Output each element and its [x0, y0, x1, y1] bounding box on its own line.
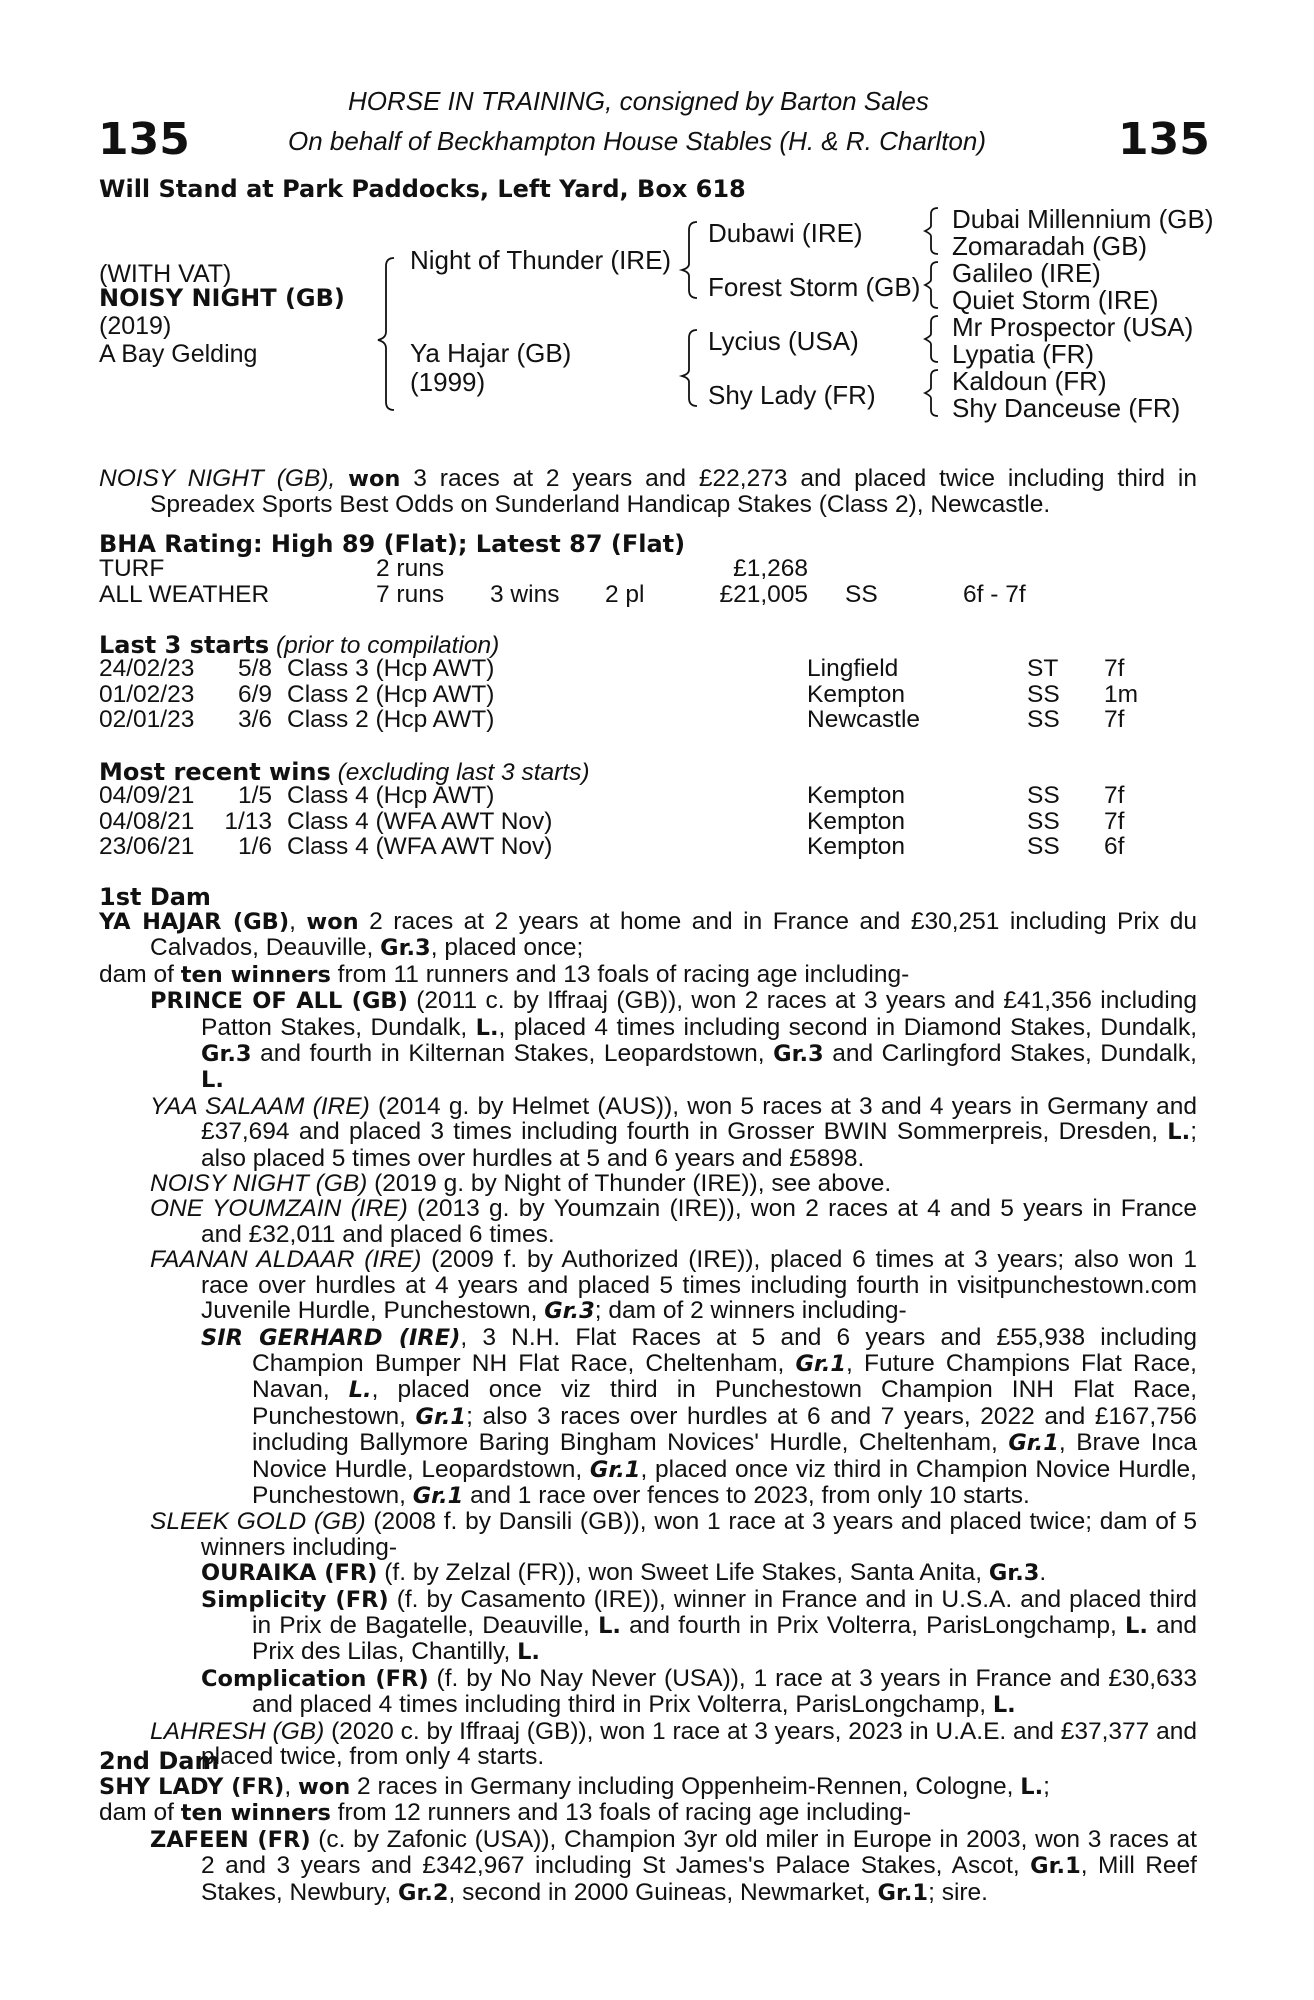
text-run: , — [284, 1773, 298, 1800]
race-date: 24/02/23 — [99, 655, 195, 682]
italic-text: FAANAN ALDAAR (IRE) — [150, 1246, 422, 1274]
text-run: , Brave Inca Novice Hurdle, Leopardstown, — [252, 1429, 1197, 1483]
text-run: . — [1039, 1559, 1047, 1587]
summary-text-1: 3 races at 2 years and £22,273 and placed twice including third in — [400, 465, 1197, 492]
text-run: from 11 runners and 13 foals of racing age including- — [330, 960, 910, 988]
race-going: SS — [1027, 782, 1060, 809]
text-run: ; also placed 5 times over hurdles at 5 and 6 years and £5898. — [201, 1118, 1197, 1172]
text-run: ; sire. — [928, 1878, 988, 1906]
race-race: Class 4 (Hcp AWT) — [287, 782, 495, 809]
race-pos: 5/8 — [237, 655, 272, 682]
race-course: Kempton — [807, 833, 906, 860]
grade-text: L. — [1020, 1774, 1044, 1800]
pedigree-dam-sire: Lycius (USA) — [708, 326, 859, 356]
lot-number-left: 135 — [98, 114, 190, 165]
pedigree-dsd: Lypatia (FR) — [952, 339, 1095, 369]
bold-text: won — [297, 1774, 351, 1800]
progeny-entry — [150, 1509, 1197, 1560]
text-run: , 3 N.H. Flat Races at 5 and 6 years and £55,938 including Champion Bumper NH Flat Race, Cheltenham, — [252, 1323, 1197, 1377]
bold-text: SHY LADY (FR) — [99, 1774, 285, 1800]
rating-runs: 2 runs — [376, 555, 445, 582]
race-dist: 7f — [1104, 782, 1125, 809]
progeny-entry — [201, 1587, 1197, 1666]
race-race: Class 4 (WFA AWT Nov) — [287, 833, 553, 860]
text-run: and 1 race over fences to 2023, from only 10 starts. — [463, 1481, 1030, 1509]
consignment-line: HORSE IN TRAINING, consigned by Barton Sales — [348, 86, 929, 116]
rating-surface: TURF — [99, 555, 165, 582]
grade-text: L. — [992, 1692, 1016, 1719]
text-run: , — [289, 908, 307, 935]
rating-prize: £1,268 — [733, 555, 808, 582]
rating-placed: 2 pl — [605, 581, 645, 608]
text-run: (2019 g. by Night of Thunder (IRE)), see above. — [367, 1170, 892, 1198]
grade-text: SIR GERHARD (IRE) — [201, 1324, 461, 1351]
pedigree-sss: Dubai Millennium (GB) — [952, 204, 1214, 234]
grade-text: Gr.3 — [380, 935, 431, 962]
race-date: 02/01/23 — [99, 706, 195, 733]
first-dam-intro — [99, 909, 1197, 962]
pedigree-ddd: Shy Danceuse (FR) — [952, 393, 1181, 423]
race-course: Newcastle — [807, 706, 921, 733]
text-run: and Carlingford Stakes, Dundalk, — [823, 1040, 1197, 1068]
horse-name: NOISY NIGHT (GB) — [99, 284, 345, 312]
first-dam-progeny — [99, 988, 1197, 1769]
pedigree-sire: Night of Thunder (IRE) — [410, 245, 672, 275]
race-pos: 6/9 — [237, 680, 272, 708]
italic-text: YAA SALAAM (IRE) — [150, 1092, 370, 1120]
race-going: SS — [1027, 833, 1060, 860]
text-run: and Prix des Lilas, Chantilly, — [252, 1611, 1197, 1666]
consignor-line: On behalf of Beckhampton House Stables (H. & R. Charlton) — [288, 126, 987, 156]
race-date: 04/08/21 — [99, 807, 195, 835]
grade-text: Gr.3 — [544, 1298, 595, 1325]
grade-text: Gr.1 — [589, 1456, 641, 1483]
text-run: dam of — [99, 960, 181, 988]
grade-text: L. — [201, 1067, 224, 1094]
italic-text: SLEEK GOLD (GB) — [150, 1508, 366, 1536]
text-run: , placed once; — [430, 934, 584, 962]
last-starts-note: (prior to compilation) — [269, 632, 500, 659]
pedigree-sire-dam: Forest Storm (GB) — [708, 272, 921, 302]
grade-text: Gr.1 — [1030, 1853, 1081, 1880]
second-dam-section — [99, 1774, 1197, 1906]
bold-text: Complication (FR) — [201, 1665, 429, 1692]
text-run: and fourth in Kilternan Stakes, Leopardstown, — [251, 1040, 774, 1068]
race-summary — [99, 466, 1197, 518]
second-dam-produce — [99, 1800, 1197, 1826]
text-run: and fourth in Prix Volterra, ParisLongchamp, — [620, 1611, 1126, 1639]
bold-text: YA HAJAR (GB) — [99, 909, 290, 935]
pedigree-dam-dam: Shy Lady (FR) — [708, 380, 876, 410]
race-going: SS — [1027, 680, 1060, 708]
rating-dist: 6f - 7f — [963, 581, 1026, 608]
text-run: ; dam of 2 winners including- — [594, 1297, 907, 1325]
second-dam-heading: 2nd Dam — [99, 1747, 220, 1775]
race-dist: 7f — [1104, 706, 1125, 733]
lot-number-right: 135 — [1118, 114, 1210, 165]
text-run: , placed once viz third in Champion Novice Hurdle, Punchestown, — [252, 1455, 1197, 1509]
race-course: Lingfield — [807, 655, 899, 682]
pedigree-sire-sire: Dubawi (IRE) — [708, 218, 863, 248]
bold-text: Simplicity (FR) — [201, 1586, 389, 1613]
bold-text: ten winners — [180, 1800, 331, 1827]
text-run: , second in 2000 Guineas, Newmarket, — [448, 1878, 878, 1906]
pedigree-dds: Kaldoun (FR) — [952, 366, 1107, 396]
progeny-entry — [150, 1247, 1197, 1324]
second-dam-intro — [99, 1774, 1197, 1800]
summary-won: won — [348, 466, 401, 492]
text-run: ; — [1043, 1773, 1050, 1800]
race-date: 01/02/23 — [99, 680, 195, 708]
rating-surface: ALL WEATHER — [99, 581, 270, 608]
progeny-entry — [201, 1666, 1197, 1719]
progeny-entry — [150, 1094, 1197, 1171]
bold-text: ZAFEEN (FR) — [150, 1826, 311, 1853]
race-pos: 1/6 — [237, 833, 272, 860]
race-going: SS — [1027, 807, 1060, 835]
second-dam-progeny — [99, 1827, 1197, 1906]
text-run: (2013 g. by Youmzain (IRE)), won 2 races at 4 and 5 years in France and £32,011 and placed 6 times. — [201, 1195, 1197, 1248]
text-run: ; also 3 races over hurdles at 6 and 7 years, 2022 and £167,756 including Ballymore Baring Bingham Novices' Hurdle, Cheltenham, — [252, 1402, 1198, 1457]
summary-text-2: Spreadex Sports Best Odds on Sunderland Handicap Stakes (Class 2), Newcastle. — [150, 491, 1051, 519]
race-pos: 1/5 — [237, 782, 272, 809]
text-run: dam of — [99, 1799, 181, 1827]
rating-wins: 3 wins — [490, 581, 560, 608]
text-run: (2020 c. by Iffraaj (GB)), won 1 race at 3 years, 2023 in U.A.E. and £37,377 and placed twice, from only 4 starts. — [201, 1717, 1197, 1770]
text-run: , placed once viz third in Punchestown Champion INH Flat Race, Punchestown, — [252, 1376, 1197, 1430]
race-dist: 7f — [1104, 807, 1125, 835]
summary-horse-name: NOISY NIGHT (GB), — [99, 465, 349, 492]
rating-going: SS — [845, 581, 878, 608]
text-run: (2008 f. by Dansili (GB)), won 1 race at 3 years and placed twice; dam of 5 winners including- — [201, 1508, 1197, 1561]
grade-text: Gr.3 — [201, 1041, 252, 1068]
grade-text: L. — [475, 1014, 499, 1041]
race-race: Class 2 (Hcp AWT) — [287, 706, 495, 733]
first-dam-section — [99, 909, 1197, 1769]
race-course: Kempton — [807, 782, 906, 809]
italic-text: ONE YOUMZAIN (IRE) — [150, 1195, 408, 1223]
progeny-entry — [150, 1827, 1197, 1906]
race-going: SS — [1027, 706, 1060, 733]
text-run: from 12 runners and 13 foals of racing age including- — [330, 1799, 912, 1827]
race-race: Class 2 (Hcp AWT) — [287, 680, 495, 708]
italic-text: NOISY NIGHT (GB) — [150, 1170, 368, 1198]
grade-text: L. — [348, 1377, 372, 1404]
text-run: (2009 f. by Authorized (IRE)), placed 6 times at 3 years; also won 1 race over hurdles at 4 years and placed 5 times including fourth in visitpunchestown.com Juvenile Hurdle, Punchestown, — [201, 1246, 1197, 1325]
race-pos: 1/13 — [224, 807, 272, 835]
text-run: 2 races in Germany including Oppenheim-Rennen, Cologne, — [350, 1773, 1021, 1800]
grade-text: L. — [598, 1612, 621, 1639]
grade-text: Gr.3 — [988, 1560, 1040, 1587]
text-run: (f. by Zelzal (FR)), won Sweet Life Stakes, Santa Anita, — [377, 1559, 989, 1587]
race-dist: 6f — [1104, 833, 1125, 860]
rating-prize: £21,005 — [719, 581, 808, 608]
text-run: , Future Champions Flat Race, Navan, — [252, 1349, 1197, 1404]
race-going: ST — [1027, 655, 1059, 682]
bold-text: PRINCE OF ALL (GB) — [150, 988, 408, 1015]
stable-location: Will Stand at Park Paddocks, Left Yard, Box 618 — [99, 175, 746, 203]
race-dist: 7f — [1104, 655, 1125, 682]
bold-text: won — [306, 909, 359, 935]
bold-text: OURAIKA (FR) — [201, 1560, 378, 1587]
recent-wins-note: (excluding last 3 starts) — [330, 759, 590, 786]
grade-text: Gr.1 — [877, 1879, 929, 1906]
progeny-entry — [150, 1196, 1197, 1247]
race-course: Kempton — [807, 680, 906, 708]
recent-wins-title: Most recent wins — [99, 758, 331, 786]
grade-text: Gr.3 — [773, 1041, 824, 1068]
race-date: 23/06/21 — [99, 833, 195, 860]
progeny-entry — [150, 1719, 1197, 1770]
text-run: (2011 c. by Iffraaj (GB)), won 2 races at 3 years and £41,356 including Patton Stakes, Dundalk, — [201, 987, 1197, 1041]
race-dist: 1m — [1104, 680, 1139, 708]
horse-description: A Bay Gelding — [99, 340, 258, 368]
grade-text: Gr.1 — [1008, 1430, 1059, 1457]
progeny-entry — [150, 1171, 1197, 1196]
text-run: , Mill Reef Stakes, Newbury, — [201, 1852, 1197, 1906]
grade-text: L. — [517, 1639, 540, 1666]
pedigree-dam-year: (1999) — [410, 367, 486, 397]
text-run: (f. by Casamento (IRE)), winner in France and in U.S.A. and placed third in Prix de Bagatelle, Deauville, — [252, 1585, 1197, 1639]
race-race: Class 3 (Hcp AWT) — [287, 655, 495, 682]
pedigree-dss: Mr Prospector (USA) — [952, 312, 1194, 342]
race-date: 04/09/21 — [99, 782, 195, 809]
progeny-entry — [201, 1325, 1197, 1510]
pedigree-ssd: Zomaradah (GB) — [952, 231, 1148, 261]
first-dam-heading: 1st Dam — [99, 883, 211, 911]
bha-rating-heading: BHA Rating: High 89 (Flat); Latest 87 (Flat) — [99, 530, 686, 558]
grade-text: Gr.2 — [397, 1879, 449, 1906]
progeny-entry — [150, 988, 1197, 1094]
text-run: (f. by No Nay Never (USA)), 1 race at 3 years in France and £30,633 and placed 4 times including third in Prix Volterra, ParisLongchamp, — [252, 1664, 1197, 1719]
race-pos: 3/6 — [237, 706, 272, 733]
text-run: , placed 4 times including second in Diamond Stakes, Dundalk, — [498, 1013, 1198, 1041]
italic-text: LAHRESH (GB) — [150, 1717, 325, 1745]
text-run: (c. by Zafonic (USA)), Champion 3yr old miler in Europe in 2003, won 3 races at 2 and 3 years and £342,967 including St James's Palace Stakes, Ascot, — [201, 1825, 1197, 1880]
race-course: Kempton — [807, 807, 906, 835]
bold-text: ten winners — [180, 961, 331, 988]
vat-note: (WITH VAT) — [99, 260, 232, 288]
last-starts-title: Last 3 starts — [99, 631, 270, 659]
pedigree-sds: Galileo (IRE) — [952, 258, 1101, 288]
horse-year: (2019) — [99, 312, 172, 340]
race-race: Class 4 (WFA AWT Nov) — [287, 807, 553, 835]
pedigree-dam: Ya Hajar (GB) — [410, 338, 572, 368]
text-run: (2014 g. by Helmet (AUS)), won 5 races at 3 and 4 years in Germany and £37,694 and placed 3 times including fourth in Grosser BWIN Sommerpreis, Dresden, — [201, 1092, 1197, 1146]
text-run: 2 races at 2 years at home and in France and £30,251 including Prix du Calvados, Deauville, — [150, 908, 1197, 962]
grade-text: Gr.1 — [795, 1350, 847, 1377]
progeny-entry — [201, 1560, 1197, 1586]
pedigree-sdd: Quiet Storm (IRE) — [952, 285, 1159, 315]
grade-text: L. — [1167, 1119, 1191, 1146]
grade-text: L. — [1125, 1612, 1148, 1639]
grade-text: Gr.1 — [412, 1482, 464, 1509]
rating-runs: 7 runs — [376, 581, 445, 608]
grade-text: Gr.1 — [415, 1403, 467, 1430]
first-dam-produce — [99, 962, 1197, 988]
